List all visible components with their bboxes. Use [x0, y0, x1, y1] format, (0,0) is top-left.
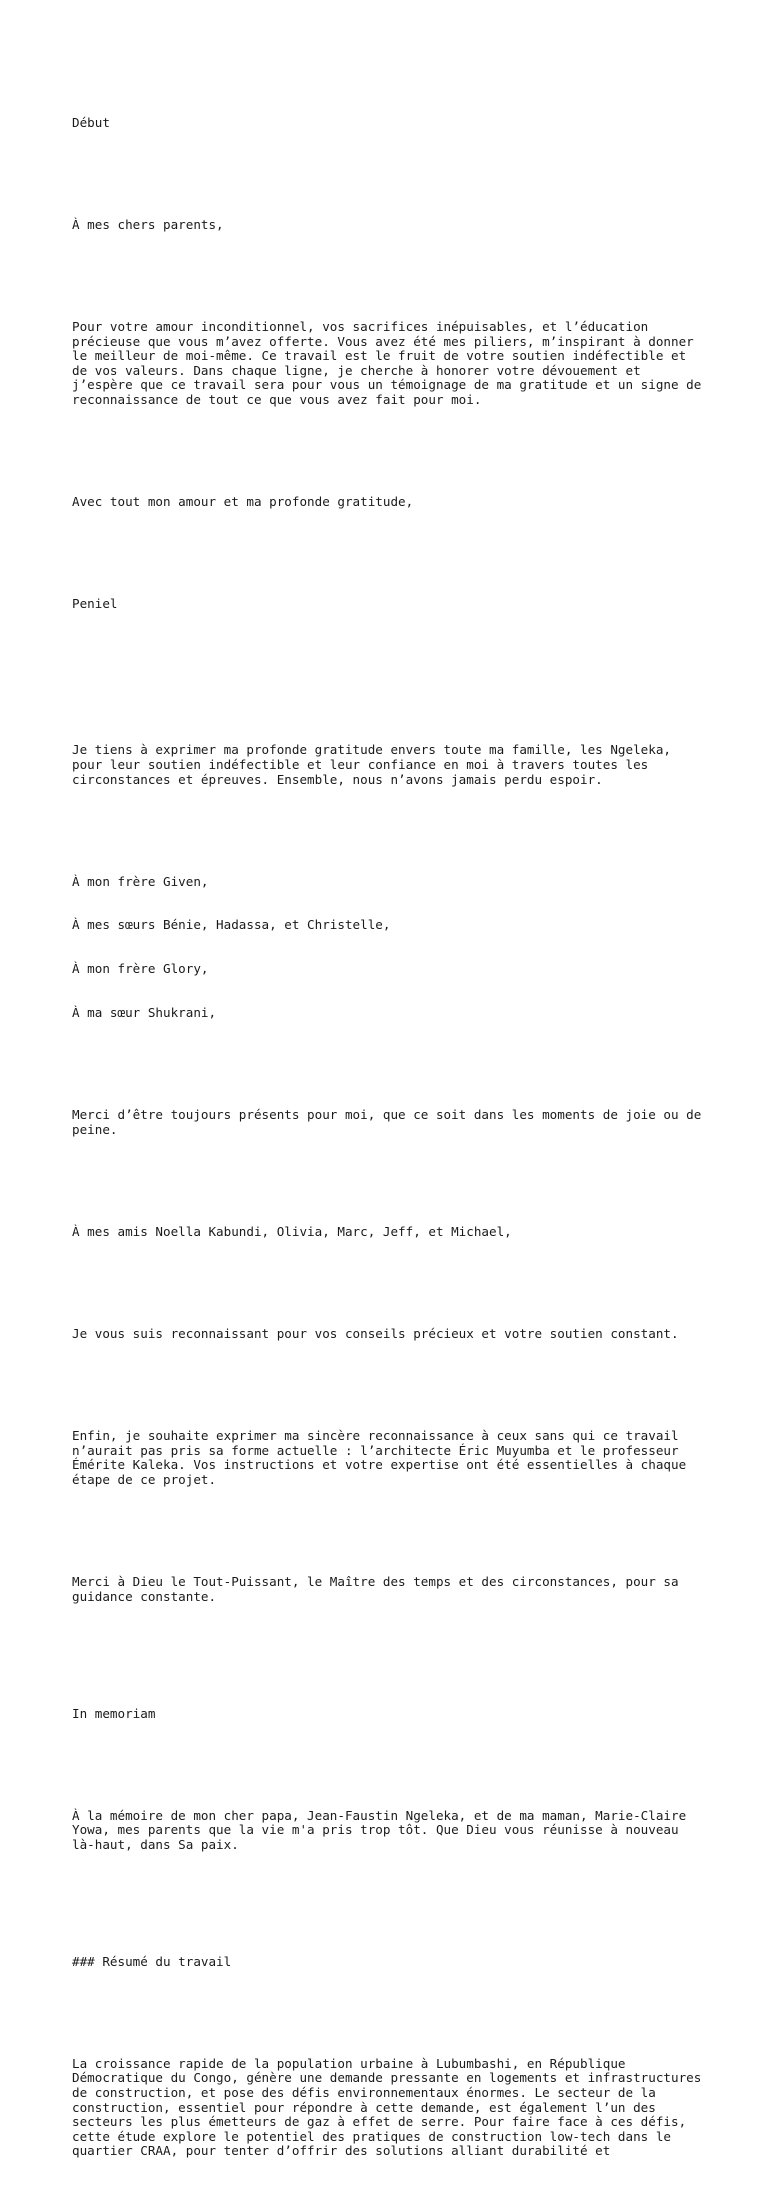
friends-line: À mes amis Noella Kabundi, Olivia, Marc, Jeff, et Michael,	[72, 1223, 512, 1239]
family-line: À mon frère Glory,	[72, 961, 209, 977]
supervisors-paragraph: Enfin, je souhaite exprimer ma sincère reconnaissance à ceux sans qui ce travail n’aurait pas pris sa forme actuelle : l’architecte Éric Muyumba et le professeur Émérite Kaleka. Vos instructions et votre expertise ont été essentielles à chaque étape de ce projet.	[72, 1428, 687, 1488]
summary-heading: ### Résumé du travail	[72, 1953, 232, 1969]
thanks-friends: Je vous suis reconnaissant pour vos conseils précieux et votre soutien constant.	[72, 1326, 679, 1342]
in-memoriam-heading: In memoriam	[72, 1705, 156, 1721]
summary-text: La croissance rapide de la population urbaine à Lubumbashi, en République Démocratique du Congo, génère une demande pressante en logements et infrastructures de construction, et pose des défis environnementaux énormes. Le secteur de la construction, essentiel pour répondre à cette demande, est également l’un des secteurs les plus émetteurs de gaz à effet de serre. Pour faire face à ces défis, cette étude explore le potentiel des pratiques de construction low-tech dans le quartier CRAA, pour tenter d’offrir des solutions alliant durabilité et	[72, 2055, 702, 2159]
acknowledgements-intro: Je tiens à exprimer ma profonde gratitude envers toute ma famille, les Ngeleka, pour leur soutien indéfectible et leur confiance en moi à travers toutes les circonstances et épreuves. Ensemble, nous n’avons jamais perdu espoir.	[72, 742, 671, 787]
debut-label: Début	[72, 114, 110, 130]
thanks-family: Merci d’être toujours présents pour moi, que ce soit dans les moments de joie ou de peine.	[72, 1107, 702, 1137]
dedication-body: Pour votre amour inconditionnel, vos sacrifices inépuisables, et l’éducation précieuse que vous m’avez offerte. Vous avez été mes piliers, m’inspirant à donner le meilleur de moi-même. Ce travail est le fruit de votre soutien indéfectible et de vos valeurs. Dans chaque ligne, je cherche à honorer votre dévouement et j’espère que ce travail sera pour vous un témoignage de ma gratitude et un signe de reconnaissance de tout ce que vous avez fait pour moi.	[72, 319, 702, 408]
family-line: À ma sœur Shukrani,	[72, 1005, 217, 1021]
in-memoriam-text: À la mémoire de mon cher papa, Jean-Faustin Ngeleka, et de ma maman, Marie-Claire Yowa, mes parents que la vie m'a pris trop tôt. Que Dieu vous réunisse à nouveau là-haut, dans Sa paix.	[72, 1807, 687, 1852]
family-line: À mes sœurs Bénie, Hadassa, et Christelle,	[72, 917, 391, 933]
dedication-closing: Avec tout mon amour et ma profonde gratitude,	[72, 494, 414, 510]
dedication-signature: Peniel	[72, 596, 118, 612]
family-line: À mon frère Given,	[72, 873, 209, 889]
thanks-god: Merci à Dieu le Tout-Puissant, le Maître des temps et des circonstances, pour sa guidance constante.	[72, 1574, 679, 1604]
document-content	[72, 72, 702, 2203]
dedication-salutation: À mes chers parents,	[72, 216, 224, 232]
